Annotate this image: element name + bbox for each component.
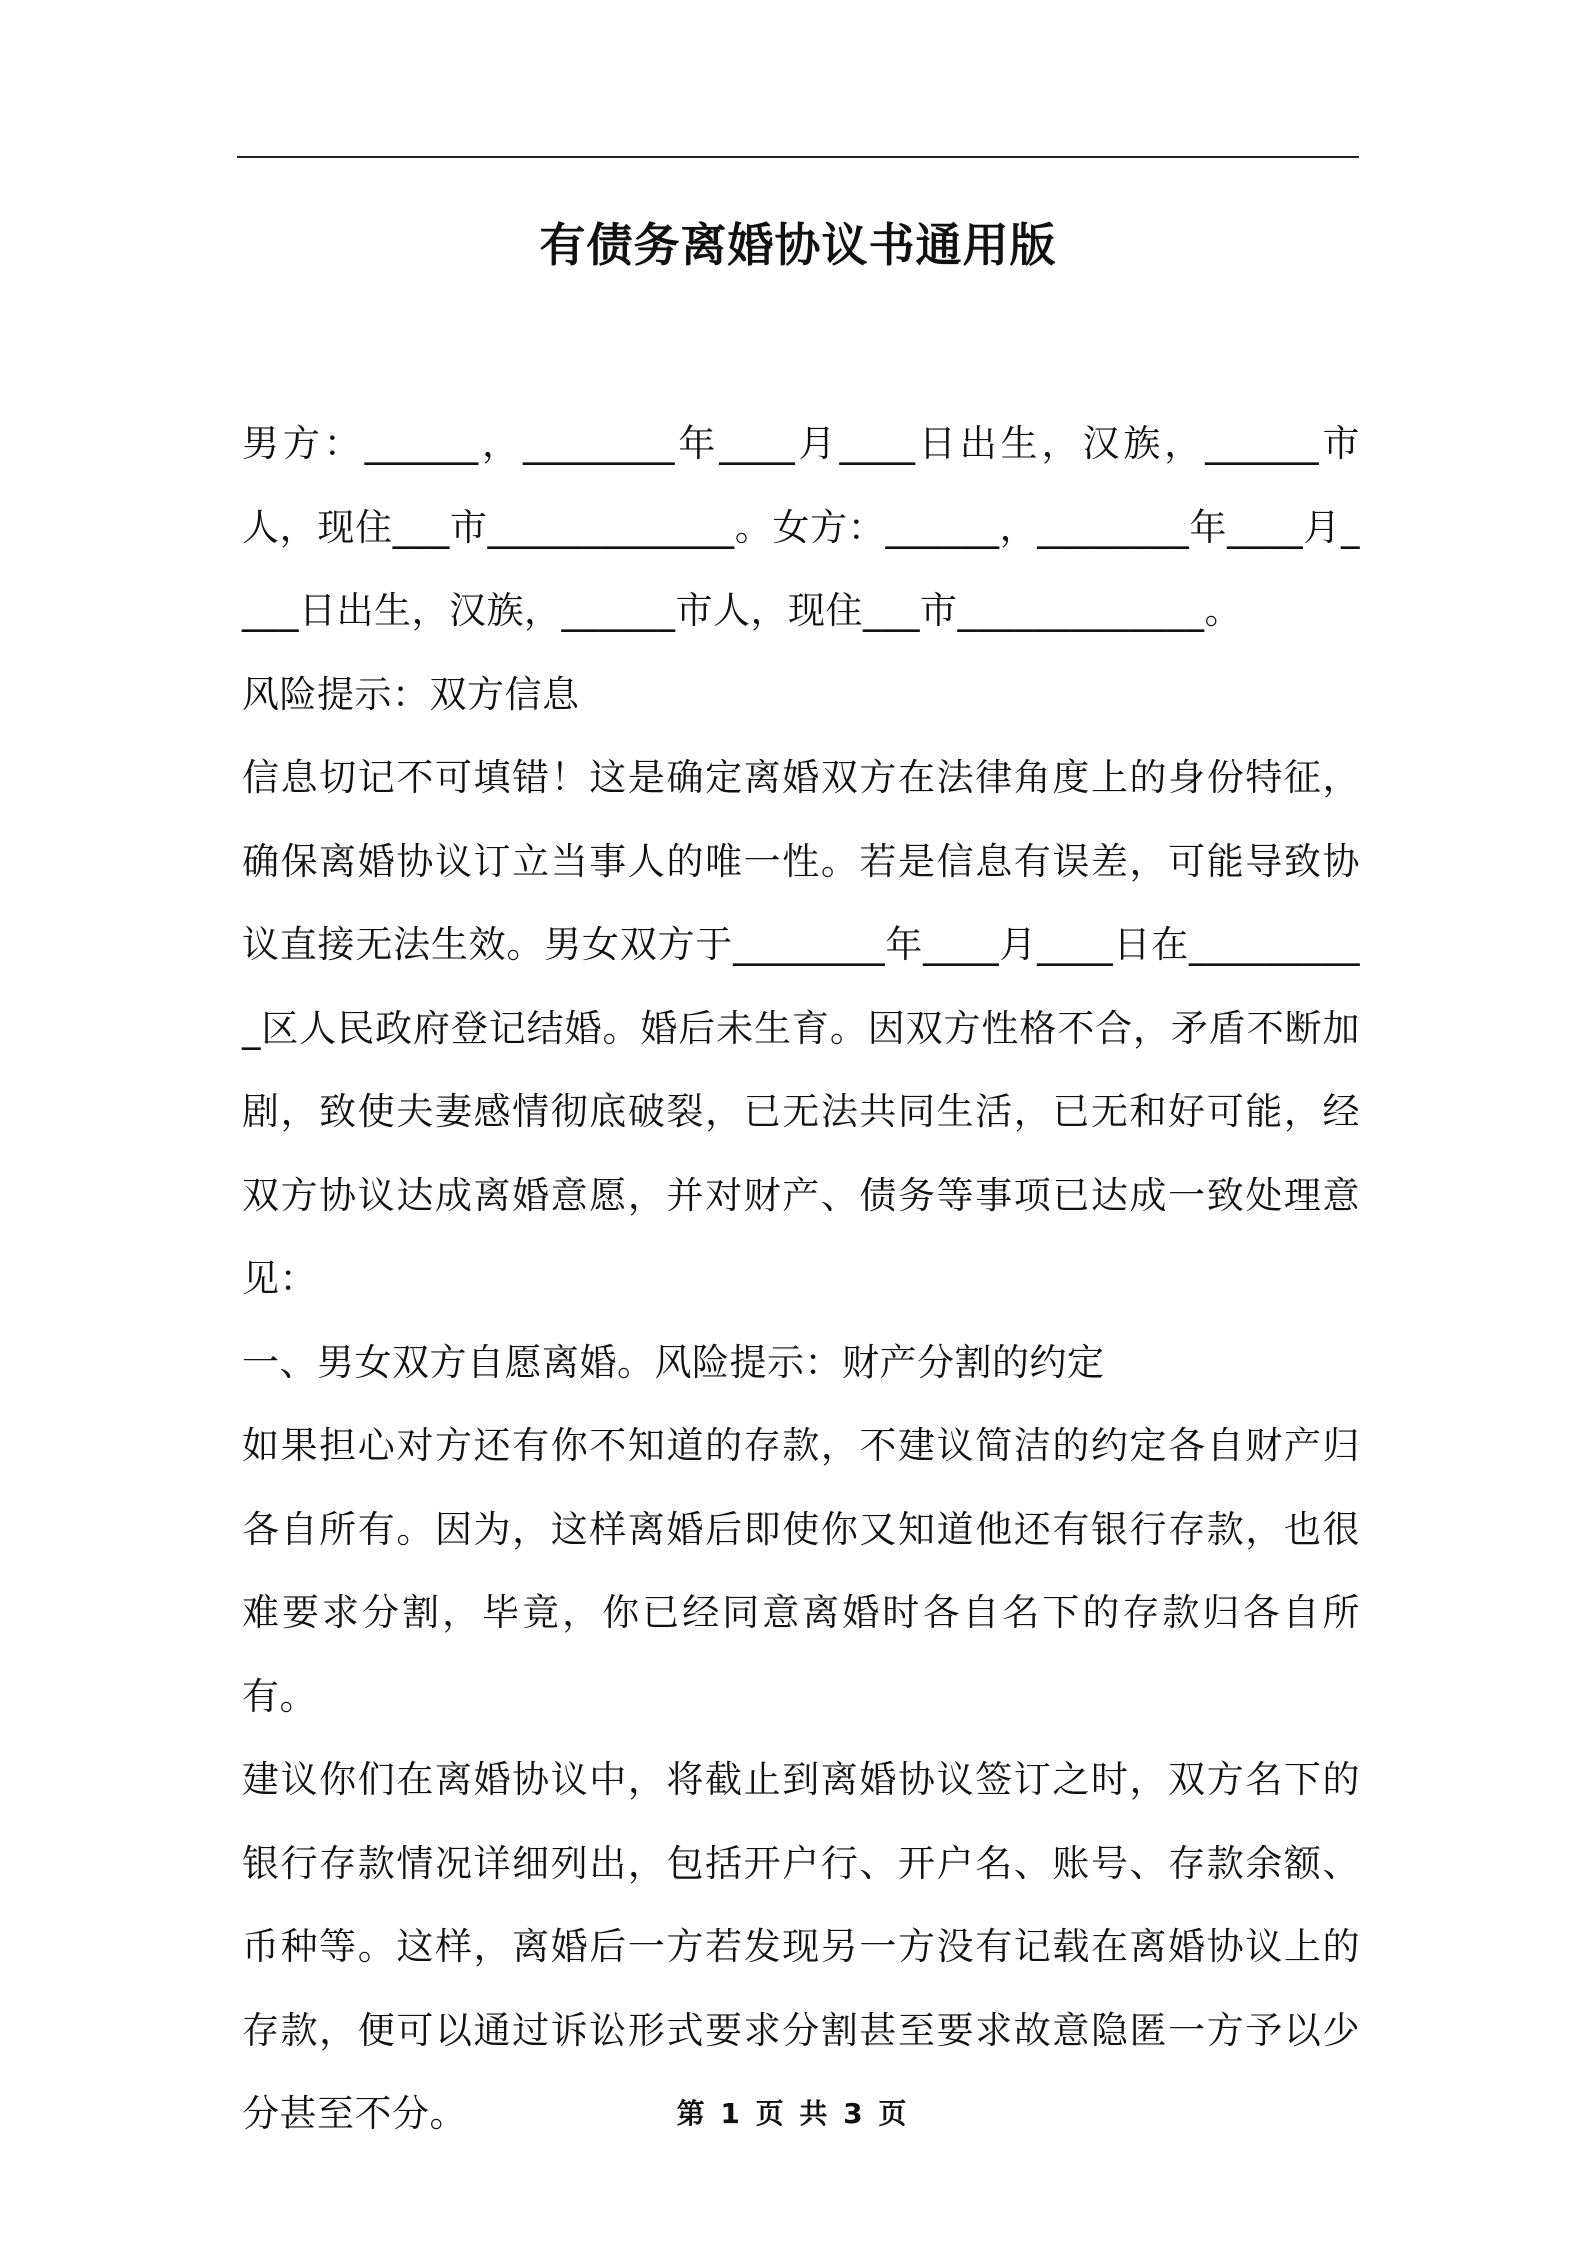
risk-tip-heading-party-info: 风险提示：双方信息 <box>242 672 580 716</box>
page-number-footer: 第 1 页 共 3 页 <box>676 2097 910 2130</box>
document-title: 有债务离婚协议书通用版 <box>539 218 1057 272</box>
deposit-advice-paragraph: 建议你们在离婚协议中，将截止到离婚协议签订之时，双方名下的银行存款情况详细列出，包括开户行、开户名、账号、存款余额、币种等。这样，离婚后一方若发现另一方没有记载在离婚协议上的存款，便可以通过诉讼形式要求分割甚至要求故意隐匿一方予以少分甚至不分。 <box>242 1758 1360 2135</box>
header-rule <box>237 156 1359 158</box>
party-info-explanation-paragraph: 信息切记不可填错！这是确定离婚双方在法律角度上的身份特征，确保离婚协议订立当事人的唯一性。若是信息有误差，可能导致协议直接无法生效。男女双方于________年____月____日在__________区人民政府登记结婚。婚后未生育。因双方性格不合，矛盾不断加剧，致使夫妻感情彻底破裂，已无法共同生活，已无和好可能，经双方协议达成离婚意愿，并对财产、债务等事项已达成一致处理意见： <box>242 756 1360 1300</box>
party-info-paragraph: 男方：______，________年____月____日出生，汉族，______市人，现住___市_____________。女方：______，________年____月____日出生，汉族，______市人，现住___市_____________。 <box>242 422 1360 632</box>
property-division-paragraph: 如果担心对方还有你不知道的存款，不建议简洁的约定各自财产归各自所有。因为，这样离婚后即使你又知道他还有银行存款，也很难要求分割，毕竟，你已经同意离婚时各自名下的存款归各自所有。 <box>242 1424 1360 1718</box>
document-body <box>242 402 1360 2156</box>
clause-one-heading: 一、男女双方自愿离婚。风险提示：财产分割的约定 <box>242 1340 1105 1384</box>
